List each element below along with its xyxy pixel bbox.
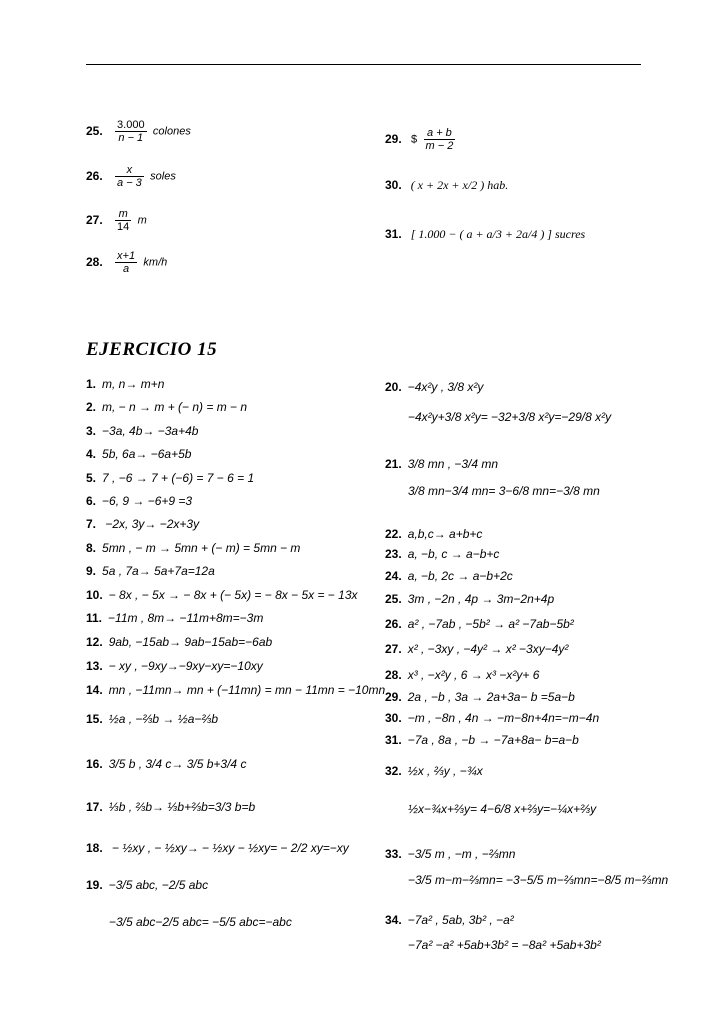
item-number: 32. [385,764,402,778]
left-item [86,659,263,673]
item-expression: −11m , 8m→ −11m+8m=−3m [108,611,264,625]
item-expression: −4x²y , 3/8 x²y [407,380,484,394]
right-item [385,668,539,682]
item-number: 8. [86,541,97,555]
item-number: 9. [86,564,97,578]
left-item [86,712,218,726]
top-item-29: 29. $ $\frac{a + b}{m - 2}$ [385,127,454,152]
fraction: $\frac{x}{a - 3}$ [117,164,142,189]
item-expression: m, − n → m + (− n) = m − n [102,400,248,414]
right-item [385,711,599,725]
item-number: 22. [385,527,402,541]
item-number: 14. [86,683,103,697]
item-expression: − 8x , − 5x → − 8x + (− 5x) = − 8x − 5x = − 13x [108,588,358,602]
item-expression: x³ , −x²y , 6 → x³ −x²y+ 6 [407,668,540,682]
fraction: $\frac{x+1}{a}$ [117,250,136,275]
left-item [86,447,191,461]
item-number: 5. [86,471,97,485]
right-item [385,380,483,394]
item-expression: −3/5 m−m−⅔mn= −3−5/5 m−⅔mn=−8/5 m−⅔mn [408,873,669,887]
right-item [385,457,498,471]
item-number: 19. [86,878,103,892]
top-item-30: 30. ( x + 2x + x/2 ) hab. [385,178,509,192]
right-item [385,547,499,561]
left-item [86,494,192,508]
item-number: 7. [86,517,97,531]
item-expression: ½x , ⅔y , −¾x [407,764,483,778]
item-expression: 5b, 6a→ −6a+5b [102,447,192,461]
item-expression: 5a , 7a→ 5a+7a=12a [102,564,215,578]
item-expression: −3/5 abc, −2/5 abc [108,878,209,892]
item-number: 6. [86,494,97,508]
left-item [86,635,272,649]
item-expression: 7 , −6 → 7 + (−6) = 7 − 6 = 1 [102,471,255,485]
item-number: 18. [86,841,103,855]
item-number: 11. [86,611,103,625]
left-item [86,683,385,697]
item-number: 2. [86,400,97,414]
item-expression: a, −b, 2c → a−b+2c [407,569,513,583]
item-expression: ½x−¾x+⅔y= 4−6/8 x+⅔y=−¼x+⅔y [408,802,597,816]
right-item-continuation [408,938,601,952]
item-number: 23. [385,547,402,561]
right-item-continuation [408,802,596,816]
item-number: 20. [385,380,402,394]
item-expression: −4x²y+3/8 x²y= −32+3/8 x²y=−29/8 x²y [408,410,612,424]
right-item [385,642,568,656]
item-expression: −7a , 8a , −b → −7a+8a− b=a−b [407,733,579,747]
item-number: 16. [86,757,103,771]
right-item [385,569,513,583]
top-item-25: 25. $\frac{3.000}{n - 1}$ colones [86,119,191,144]
right-item [385,764,483,778]
left-item [86,588,358,602]
right-item [385,733,579,747]
item-number: 10. [86,588,103,602]
item-expression: −2x, 3y→ −2x+3y [102,517,200,531]
right-item-continuation [408,484,600,498]
top-item-26: 26. $\frac{x}{a - 3}$ soles [86,164,176,189]
item-expression: a,b,c→ a+b+c [407,527,483,541]
item-expression: − xy , −9xy→−9xy−xy=−10xy [108,659,263,673]
fraction: $\frac{3.000}{n - 1}$ [117,119,145,144]
item-number: 34. [385,913,402,927]
left-item-continuation [109,915,292,929]
left-item [86,517,199,531]
item-number: 25. [385,592,402,606]
item-expression: x² , −3xy , −4y² → x² −3xy−4y² [407,642,569,656]
left-item [86,564,215,578]
right-item-continuation [408,873,668,887]
item-number: 13. [86,659,103,673]
item-expression: −3a, 4b→ −3a+4b [102,424,199,438]
item-number: 21. [385,457,402,471]
item-expression: 5mn , − m → 5mn + (− m) = 5mn − m [102,541,301,555]
left-item [86,541,300,555]
fraction: $\frac{a + b}{m - 2}$ [425,127,454,152]
item-number: 30. [385,711,402,725]
item-expression: − ½xy , − ½xy→ − ½xy − ½xy= − 2/2 xy=−xy [108,841,349,855]
right-item [385,690,575,704]
item-expression: −7a² −a² +5ab+3b² = −8a² +5ab+3b² [408,938,601,952]
left-item [86,611,263,625]
left-item [86,757,246,771]
item-number: 27. [385,642,402,656]
item-expression: 3m , −2n , 4p → 3m−2n+4p [407,592,555,606]
item-expression: ½a , −⅔b → ½a−⅔b [108,712,219,726]
item-number: 3. [86,424,97,438]
left-item [86,841,349,855]
item-number: 1. [86,377,97,391]
left-item [86,878,208,892]
item-number: 24. [385,569,402,583]
item-number: 31. [385,733,402,747]
item-expression: a, −b, c → a−b+c [407,547,500,561]
right-item [385,913,514,927]
item-number: 17. [86,800,103,814]
right-item [385,592,554,606]
item-expression: 3/8 mn−3/4 mn= 3−6/8 mn=−3/8 mn [408,484,600,498]
left-item [86,424,198,438]
item-expression: m, n→ m+n [102,377,165,391]
item-expression: ⅓b , ⅔b→ ⅓b+⅔b=3/3 b=b [108,800,256,814]
item-expression: a² , −7ab , −5b² → a² −7ab−5b² [407,617,574,631]
top-item-27: 27. $\frac{m}{14}$ m [86,208,147,233]
left-item [86,377,164,391]
left-item [86,400,247,414]
item-expression: −m , −8n , 4n → −m−8n+4n=−m−4n [407,711,600,725]
item-expression: −3/5 m , −m , −⅔mn [407,847,516,861]
item-expression: 3/8 mn , −3/4 mn [407,457,499,471]
section-title: EJERCICIO 15 [86,339,218,360]
right-item [385,527,482,541]
item-number: 33. [385,847,402,861]
right-item-continuation [408,410,611,424]
item-number: 26. [385,617,402,631]
top-rule [86,64,641,65]
item-expression: −3/5 abc−2/5 abc= −5/5 abc=−abc [109,915,292,929]
right-item [385,617,574,631]
item-number: 12. [86,635,103,649]
top-item-28: 28. $\frac{x+1}{a}$ km/h [86,250,168,275]
item-number: 28. [385,668,402,682]
left-item [86,471,254,485]
item-number: 29. [385,690,402,704]
item-expression: −7a² , 5ab, 3b² , −a² [407,913,514,927]
top-item-31: 31. [ 1.000 − ( a + a/3 + 2a/4 ) ] sucres [385,227,586,241]
item-expression: mn , −11mn→ mn + (−11mn) = mn − 11mn = −10mn [108,683,386,697]
item-expression: −6, 9 → −6+9 =3 [102,494,193,508]
left-item [86,800,255,814]
item-number: 4. [86,447,97,461]
item-number: 15. [86,712,103,726]
item-expression: 9ab, −15ab→ 9ab−15ab=−6ab [108,635,273,649]
item-expression: 3/5 b , 3/4 c→ 3/5 b+3/4 c [108,757,247,771]
right-item [385,847,515,861]
item-expression: 2a , −b , 3a → 2a+3a− b =5a−b [407,690,575,704]
fraction: $\frac{m}{14}$ [117,208,130,233]
